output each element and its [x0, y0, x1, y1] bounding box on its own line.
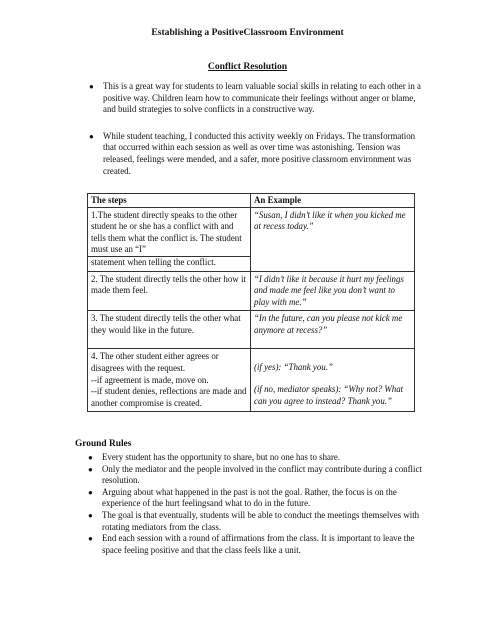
table-row	[88, 311, 415, 349]
ground-rule-text: Every student has the opportunity to share, but no one has to share.	[102, 452, 341, 462]
intro-bullet-text: This is a great way for students to learn valuable social skills in relating to each other in a positive way. Children learn how to communicate their feelings without anger or blame, and build strategies to solve conflicts in a constructive way.	[103, 81, 421, 115]
ground-rule-item	[88, 463, 424, 487]
step-text: 4. The other student either agrees or disagrees with the request.	[91, 351, 219, 373]
ground-rules-heading: Ground Rules	[75, 439, 132, 449]
ground-rules-list	[88, 452, 424, 556]
step-text-tail: statement when telling the conflict.	[88, 256, 250, 269]
bullet-icon: ●	[88, 464, 93, 474]
step-subtext: --if student denies, reflections are made and another compromise is created.	[91, 386, 247, 408]
intro-bullet-text: While student teaching, I conducted this activity weekly on Fridays. The transformation that occurred within each session as well as over time was astonishing. Tension was released, feelings were mended, and a safer, more positive classroom environment was created.	[103, 130, 416, 176]
step-cell	[88, 349, 251, 412]
section-subtitle: Conflict Resolution	[207, 61, 288, 72]
step-cell: 2. The student directly tells the other how it made them feel.	[88, 271, 251, 311]
step-cell: 3. The student directly tells the other what they would like in the future.	[88, 311, 251, 349]
example-cell: “In the future, can you please not kick me anymore at recess?”	[251, 311, 415, 349]
bullet-icon: ●	[89, 82, 94, 91]
ground-rule-text: The goal is that eventually, students will be able to conduct the meetings themselves with rotating mediators from the class.	[102, 509, 420, 532]
intro-bullet-list	[89, 81, 423, 192]
step-subtext: --if agreement is made, move on.	[91, 374, 209, 385]
table-row	[88, 349, 415, 412]
example-cell	[251, 349, 415, 412]
bullet-icon: ●	[88, 534, 93, 544]
intro-bullet-item	[89, 81, 423, 116]
ground-rule-item	[88, 509, 424, 533]
step-text: 1.The student directly speaks to the other student he or she has a conflict with and tells them what the conflict is. The student must use an “I”	[91, 209, 242, 255]
header-example: An Example	[251, 194, 415, 208]
page-title: Establishing a PositiveClassroom Environment	[151, 27, 344, 38]
ground-rule-text: Arguing about what happened in the past is not the goal. Rather, the focus is on the experience of the hurt feelingsand what to do in the future.	[102, 486, 397, 509]
bullet-icon: ●	[89, 131, 94, 141]
bullet-icon: ●	[88, 487, 93, 497]
intro-bullet-item	[89, 130, 423, 177]
ground-rule-item	[88, 452, 424, 464]
example-yes: (if yes): “Thank you.”	[254, 362, 333, 373]
bullet-icon: ●	[88, 453, 93, 462]
table-row	[88, 271, 415, 311]
ground-rule-item	[88, 486, 424, 510]
example-no: (if no, mediator speaks): “Why not? What can you agree to instead? Thank you.”	[254, 383, 404, 406]
header-steps: The steps	[88, 194, 251, 208]
ground-rule-text: Only the mediator and the people involved in the conflict may contribute during a conflict resolution.	[102, 463, 422, 486]
table-header-row	[88, 194, 415, 208]
ground-rule-text: End each session with a round of affirmations from the class. It is important to leave the space feeling positive and that the class feels like a unit.	[102, 533, 415, 555]
step-cell	[88, 207, 251, 271]
example-cell: “I didn’t like it because it hurt my feelings and made me feel like you don’t want to play with me.”	[251, 271, 415, 311]
table-row	[88, 207, 415, 271]
example-cell: “Susan, I didn’t like it when you kicked me at recess today.”	[251, 207, 415, 271]
steps-table	[87, 193, 415, 412]
bullet-icon: ●	[88, 510, 93, 520]
ground-rule-item	[88, 533, 424, 556]
